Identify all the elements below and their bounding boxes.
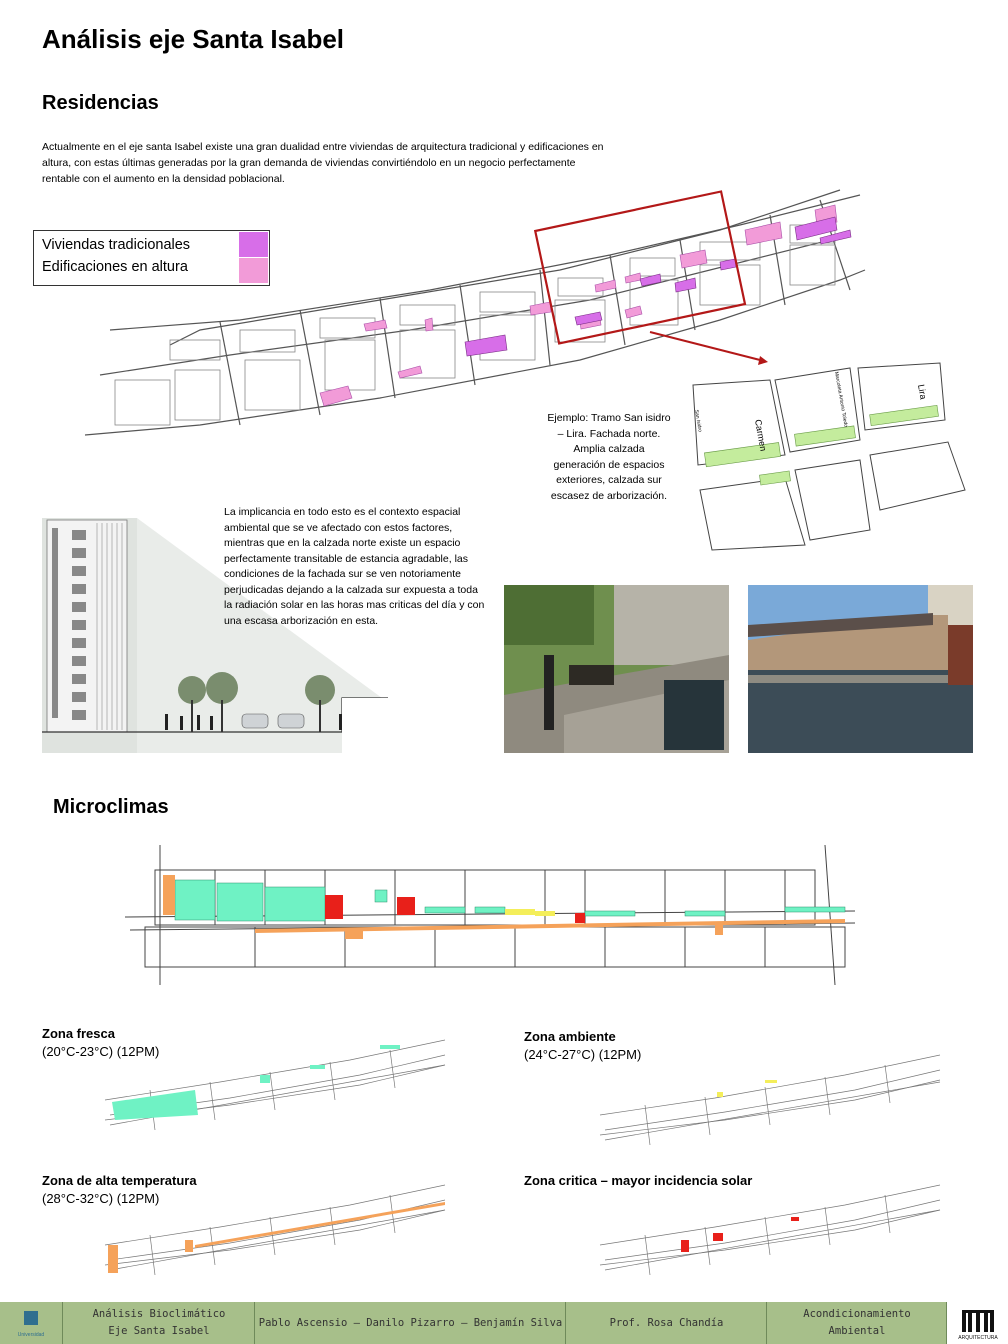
page-title: Análisis eje Santa Isabel bbox=[42, 24, 345, 54]
photo-calzada-sur bbox=[748, 585, 973, 753]
zone-fresca-title: Zona fresca bbox=[42, 1026, 115, 1041]
residencias-intro: Actualmente en el eje santa Isabel existe una gran dualidad entre viviendas de arquitectura tradicional y edificaciones en altura, con estas últimas generadas por la gran demanda de viviendas convirtiéndolo en un negocio perfectamente rentable con el aumento en la densidad poblacional. bbox=[42, 141, 604, 185]
zone-ambiente-range: (24°C-27°C) (12PM) bbox=[524, 1047, 642, 1062]
footer-professor bbox=[565, 1302, 767, 1344]
footer-project-line2: Eje Santa Isabel bbox=[108, 1325, 210, 1337]
arquitectura-logo-text: ARQUITECTURA bbox=[958, 1335, 998, 1341]
footer-project-line1: Análisis Bioclimático bbox=[92, 1308, 226, 1320]
footer-course-line2: Ambiental bbox=[828, 1325, 886, 1337]
arquitectura-logo-icon bbox=[956, 1304, 1000, 1342]
zone-alta-range: (28°C-32°C) (12PM) bbox=[42, 1191, 160, 1206]
zone-critica-map bbox=[595, 1165, 945, 1280]
footer-project-title bbox=[62, 1302, 255, 1344]
zone-ambiente-map bbox=[595, 1040, 945, 1150]
zone-alta-map bbox=[100, 1160, 450, 1280]
zone-critica-title: Zona critica – mayor incidencia solar bbox=[524, 1173, 753, 1188]
implicancia-text: La implicancia en todo esto es el contexto espacial ambiental que se ve afectado con estos factores, mientras que en la calzada norte existe un espacio perfectamente transitable de estancia agradable, las condiciones de la fachada sur se ven notoriamente perjudicadas dejando a la calzada sur expuesta a toda la radiación solar en las horas mas criticas del día y con una escasa arborización en esta. bbox=[224, 506, 485, 627]
section-heading-microclimas: Microclimas bbox=[53, 796, 169, 818]
microclimas-map bbox=[125, 845, 855, 990]
university-logo-icon bbox=[11, 1305, 51, 1341]
legend-label-tradicionales: Viviendas tradicionales bbox=[42, 237, 191, 253]
footer-authors bbox=[254, 1302, 566, 1344]
arquitectura-logo bbox=[946, 1302, 1008, 1344]
legend-label-altura: Edificaciones en altura bbox=[42, 259, 188, 275]
street-label-san-isidro: San Isidro bbox=[693, 409, 703, 433]
street-label-marcoleta: Marcoleta Antonio Toledo bbox=[833, 371, 849, 428]
detail-map-san-isidro-lira bbox=[690, 360, 980, 555]
footer-professor-text: Prof. Rosa Chandía bbox=[609, 1316, 724, 1329]
section-heading-residencias: Residencias bbox=[42, 92, 159, 114]
footer-authors-text: Pablo Ascensio – Danilo Pizarro – Benjamín Silva bbox=[258, 1316, 563, 1329]
footer-course bbox=[766, 1302, 947, 1344]
zone-fresca-range: (20°C-23°C) (12PM) bbox=[42, 1044, 160, 1059]
street-label-lira: Lira bbox=[916, 383, 929, 401]
footer-course-line1: Acondicionamiento bbox=[803, 1308, 911, 1320]
university-logo-text: Universidad bbox=[17, 1332, 45, 1338]
street-label-carmen: Carmen bbox=[753, 418, 769, 452]
zone-alta-title: Zona de alta temperatura bbox=[42, 1173, 197, 1188]
zone-ambiente-title: Zona ambiente bbox=[524, 1029, 616, 1044]
example-text: Ejemplo: Tramo San isidro – Lira. Fachada norte. Amplia calzada generación de espacios exteriores, calzada sur escasez de arborización. bbox=[547, 412, 671, 502]
university-logo bbox=[0, 1302, 62, 1344]
footer-bar bbox=[0, 1302, 1008, 1344]
zone-fresca-map bbox=[100, 1020, 450, 1130]
photo-calzada-norte bbox=[504, 585, 729, 753]
